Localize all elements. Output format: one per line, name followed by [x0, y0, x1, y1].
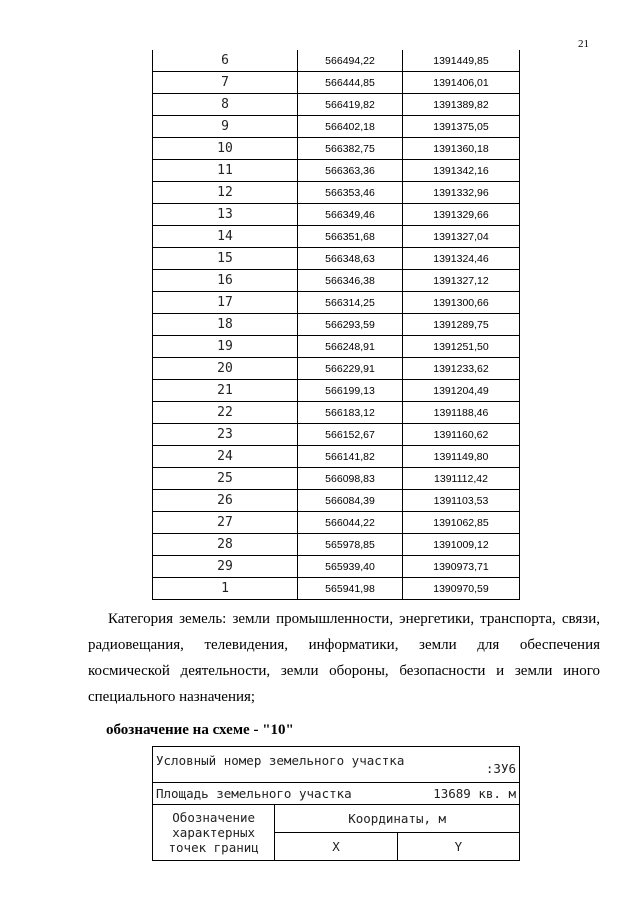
point-number: 11: [153, 160, 298, 182]
point-number: 8: [153, 94, 298, 116]
coordinate-row: [153, 556, 520, 578]
y-coordinate: 1391009,12: [403, 534, 520, 556]
cadastral-cell: [153, 747, 520, 783]
y-coordinate: 1391233,62: [403, 358, 520, 380]
cadastral-value: :ЗУ6: [485, 761, 516, 776]
y-coordinate: 1391204,49: [403, 380, 520, 402]
x-coordinate: 566044,22: [298, 512, 403, 534]
x-coordinate: 566314,25: [298, 292, 403, 314]
x-coordinate: 566248,91: [298, 336, 403, 358]
point-number: 14: [153, 226, 298, 248]
coordinate-row: [153, 512, 520, 534]
plot-info-table: [152, 746, 520, 861]
point-number: 1: [153, 578, 298, 600]
coordinate-row: [153, 138, 520, 160]
y-coordinate: 1391375,05: [403, 116, 520, 138]
point-number: 9: [153, 116, 298, 138]
x-coordinate: 566183,12: [298, 402, 403, 424]
page-number: 21: [578, 38, 589, 50]
y-coordinate: 1390970,59: [403, 578, 520, 600]
x-coordinate: 566419,82: [298, 94, 403, 116]
x-coordinate: 565939,40: [298, 556, 403, 578]
y-coordinate: 1391332,96: [403, 182, 520, 204]
x-coordinate: 566098,83: [298, 468, 403, 490]
coordinate-row: [153, 490, 520, 512]
x-coordinate: 566141,82: [298, 446, 403, 468]
coordinate-row: [153, 314, 520, 336]
cadastral-label: Условный номер земельного участка: [156, 753, 405, 768]
y-coordinate: 1391324,46: [403, 248, 520, 270]
area-cell: [153, 783, 520, 805]
y-coordinate: 1391289,75: [403, 314, 520, 336]
coordinate-row: [153, 72, 520, 94]
point-number: 26: [153, 490, 298, 512]
x-coordinate: 566351,68: [298, 226, 403, 248]
y-coordinate: 1391329,66: [403, 204, 520, 226]
point-number: 19: [153, 336, 298, 358]
point-number: 18: [153, 314, 298, 336]
point-number: 28: [153, 534, 298, 556]
coordinate-row: [153, 116, 520, 138]
coordinate-row: [153, 50, 520, 72]
coordinate-row: [153, 270, 520, 292]
x-coordinate: 566199,13: [298, 380, 403, 402]
header-row-1: [153, 805, 520, 833]
x-coordinate: 566084,39: [298, 490, 403, 512]
y-coordinate: 1391251,50: [403, 336, 520, 358]
coordinate-row: [153, 292, 520, 314]
y-coordinate: 1390973,71: [403, 556, 520, 578]
cadastral-row: [153, 747, 520, 783]
x-label: X: [275, 833, 397, 861]
point-number: 20: [153, 358, 298, 380]
coordinates-table: [152, 50, 520, 600]
point-number: 15: [153, 248, 298, 270]
coordinate-row: [153, 446, 520, 468]
x-coordinate: 566382,75: [298, 138, 403, 160]
legend-label: обозначение на схеме - "10": [106, 722, 294, 738]
y-coordinate: 1391149,80: [403, 446, 520, 468]
y-label: Y: [397, 833, 519, 861]
x-coordinate: 566348,63: [298, 248, 403, 270]
coordinate-row: [153, 578, 520, 600]
point-number: 25: [153, 468, 298, 490]
coordinate-row: [153, 204, 520, 226]
y-coordinate: 1391406,01: [403, 72, 520, 94]
coordinate-row: [153, 94, 520, 116]
x-coordinate: 566353,46: [298, 182, 403, 204]
y-coordinate: 1391160,62: [403, 424, 520, 446]
y-coordinate: 1391062,85: [403, 512, 520, 534]
point-number: 10: [153, 138, 298, 160]
x-coordinate: 566229,91: [298, 358, 403, 380]
coordinate-row: [153, 424, 520, 446]
point-number: 13: [153, 204, 298, 226]
x-coordinate: 566349,46: [298, 204, 403, 226]
point-number: 17: [153, 292, 298, 314]
area-row: [153, 783, 520, 805]
y-coordinate: 1391327,04: [403, 226, 520, 248]
point-number: 16: [153, 270, 298, 292]
coordinate-row: [153, 358, 520, 380]
coordinate-row: [153, 226, 520, 248]
y-coordinate: 1391449,85: [403, 50, 520, 72]
coordinate-row: [153, 468, 520, 490]
y-coordinate: 1391112,42: [403, 468, 520, 490]
coordinate-row: [153, 534, 520, 556]
coordinates-table-body: [153, 50, 520, 600]
x-coordinate: 566152,67: [298, 424, 403, 446]
coordinate-row: [153, 336, 520, 358]
y-coordinate: 1391360,18: [403, 138, 520, 160]
point-number: 24: [153, 446, 298, 468]
point-number: 22: [153, 402, 298, 424]
point-number: 21: [153, 380, 298, 402]
y-coordinate: 1391103,53: [403, 490, 520, 512]
land-category-paragraph: Категория земель: земли промышленности, энергетики, транспорта, связи, радиовещания, телевидения, информатики, земли для обеспечения космической деятельности, земли обороны, безопасности и земли иного специального назначения;: [88, 611, 600, 705]
x-coordinate: 565941,98: [298, 578, 403, 600]
coordinate-row: [153, 182, 520, 204]
y-coordinate: 1391327,12: [403, 270, 520, 292]
point-number: 6: [153, 50, 298, 72]
x-coordinate: 566402,18: [298, 116, 403, 138]
x-coordinate: 565978,85: [298, 534, 403, 556]
area-label: Площадь земельного участка: [156, 786, 352, 801]
coordinate-row: [153, 248, 520, 270]
x-coordinate: 566363,36: [298, 160, 403, 182]
point-number: 7: [153, 72, 298, 94]
point-number: 12: [153, 182, 298, 204]
x-coordinate: 566346,38: [298, 270, 403, 292]
y-coordinate: 1391188,46: [403, 402, 520, 424]
x-coordinate: 566444,85: [298, 72, 403, 94]
coordinate-row: [153, 380, 520, 402]
x-coordinate: 566494,22: [298, 50, 403, 72]
x-coordinate: 566293,59: [298, 314, 403, 336]
area-value: 13689 кв. м: [433, 786, 516, 801]
y-coordinate: 1391342,16: [403, 160, 520, 182]
y-coordinate: 1391389,82: [403, 94, 520, 116]
coordinate-row: [153, 402, 520, 424]
coordinate-row: [153, 160, 520, 182]
coordinates-label: Координаты, м: [275, 805, 520, 833]
point-number: 27: [153, 512, 298, 534]
y-coordinate: 1391300,66: [403, 292, 520, 314]
points-label: Обозначение характерных точек границ: [153, 805, 275, 861]
point-number: 23: [153, 424, 298, 446]
point-number: 29: [153, 556, 298, 578]
